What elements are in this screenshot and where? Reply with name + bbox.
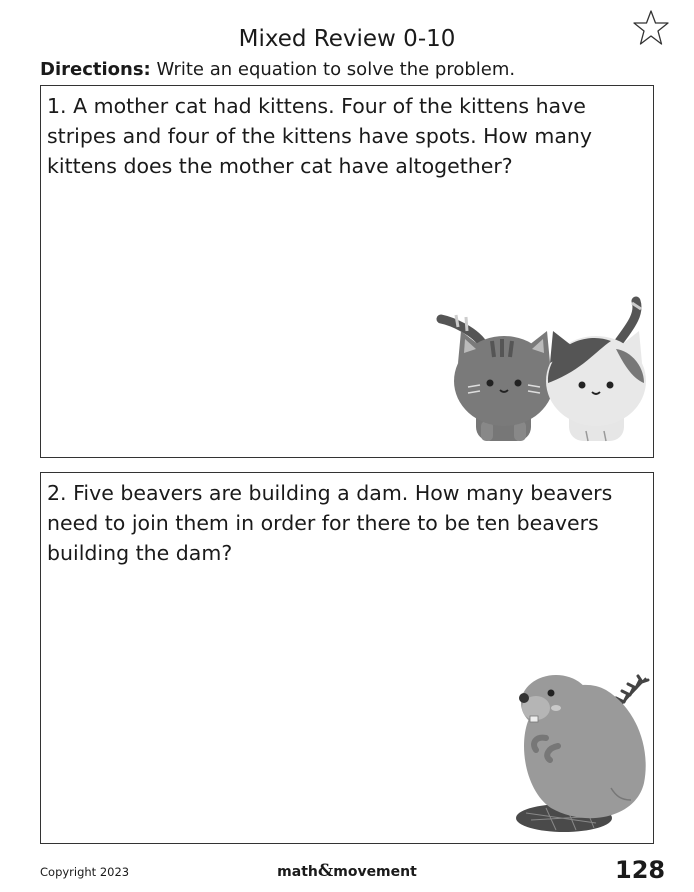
problem-line: 1. A mother cat had kittens. Four of the kittens have (47, 94, 586, 118)
page-number: 128 (615, 856, 666, 884)
problem-line: 2. Five beavers are building a dam. How many beavers (47, 481, 613, 505)
logo-left: math (277, 864, 318, 880)
two-kittens-icon (436, 291, 646, 451)
problem-2-text (47, 478, 643, 568)
copyright: Copyright 2023 (40, 865, 130, 879)
beaver-icon (496, 668, 656, 833)
problem-1-box (40, 85, 654, 458)
logo-right: movement (333, 864, 417, 880)
directions-text: Write an equation to solve the problem. (156, 59, 516, 80)
brand-logo (0, 861, 694, 881)
problem-2-box (40, 472, 654, 844)
problem-line: need to join them in order for there to be ten beavers (47, 511, 599, 535)
logo-amp: & (317, 861, 334, 881)
problem-line: kittens does the mother cat have altogether? (47, 154, 513, 178)
problem-line: building the dam? (47, 541, 233, 565)
page-title: Mixed Review 0-10 (238, 26, 456, 52)
star-outline-icon (632, 9, 670, 47)
problem-1-text (47, 91, 643, 181)
directions (40, 59, 515, 80)
directions-label: Directions: (40, 59, 151, 80)
problem-line: stripes and four of the kittens have spots. How many (47, 124, 593, 148)
